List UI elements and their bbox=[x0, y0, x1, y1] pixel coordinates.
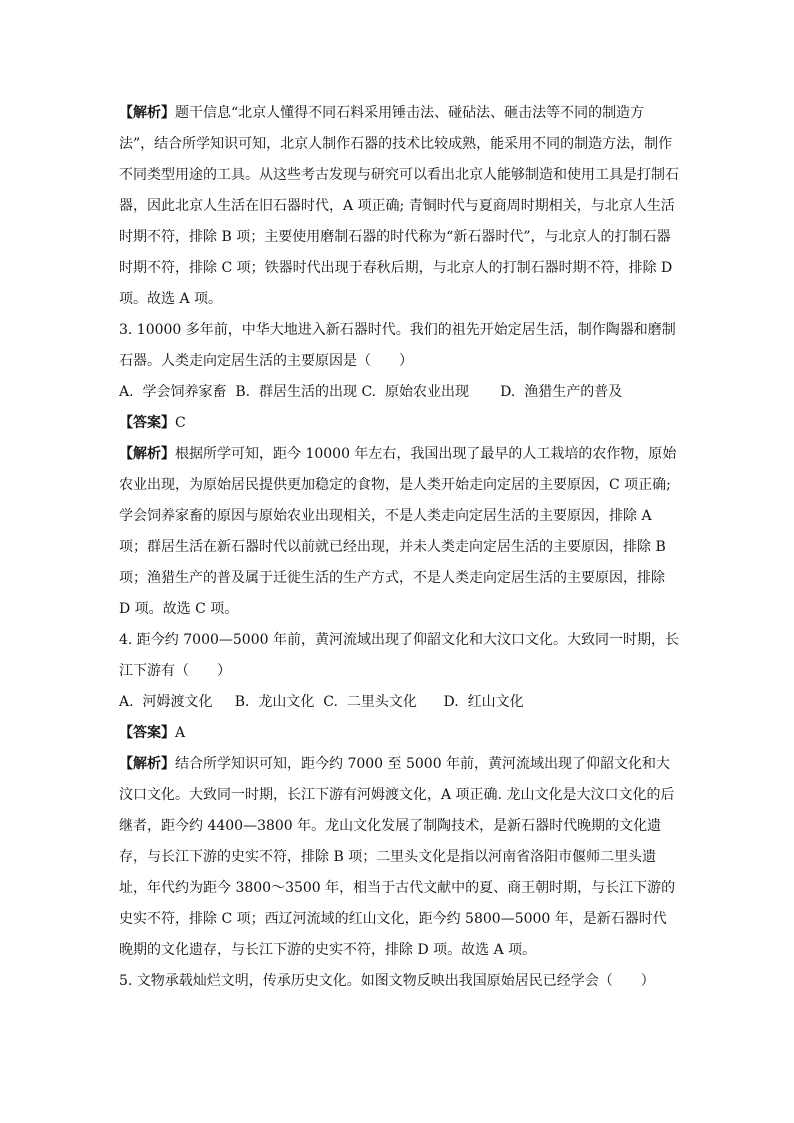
q3-analysis-text: 根据所学可知，距今 10000 年左右，我国出现了最早的人工栽培的农作物，原始农业出现，为原始居民提供更加稳定的食物，是人类开始走向定居的主要原因，C 项正确; 学会饲养家畜的原因与原始农业出现相关，不是人类走向定居生活的主要原因，排除 A 项；群居生活在新石器时代以前就已经出现，并未人类走向定居生活的主要原因，排除 B 项；渔猎生产的普及属于迁徙生活的生产方式，不是人类走向定居生活的主要原因，排除 D 项。故选 C 项。 bbox=[119, 446, 677, 617]
answer-tag: 【答案】 bbox=[119, 725, 175, 741]
q4-answer bbox=[119, 718, 679, 749]
q3-options: A. 学会饲养家畜 B. 群居生活的出现 C. 原始农业出现 D. 渔猎生产的普及 bbox=[119, 384, 623, 400]
q2-analysis bbox=[119, 98, 679, 315]
q4-stem: 4. 距今约 7000—5000 年前，黄河流域出现了仰韶文化和大汶口文化。大致同一时期，长江下游有（ ） bbox=[119, 632, 679, 679]
analysis-tag: 【解析】 bbox=[119, 756, 175, 772]
page-content bbox=[119, 98, 679, 997]
q3-answer bbox=[119, 408, 679, 439]
answer-tag: 【答案】 bbox=[119, 415, 175, 431]
q4-options: A. 河姆渡文化 B. 龙山文化 C. 二里头文化 D. 红山文化 bbox=[119, 694, 524, 710]
q3-analysis bbox=[119, 439, 679, 625]
q4-answer-value: A bbox=[175, 725, 186, 741]
analysis-tag: 【解析】 bbox=[119, 446, 175, 462]
q5-stem: 5. 文物承载灿烂文明，传承历史文化。如图文物反映出我国原始居民已经学会（ ） bbox=[119, 973, 655, 989]
q4-analysis-text: 结合所学知识可知，距今约 7000 至 5000 年前，黄河流域出现了仰韶文化和大汶口文化。大致同一时期，长江下游有河姆渡文化，A 项正确. 龙山文化是大汶口文化的后继者，距今约 4400—3800 年。龙山文化发展了制陶技术，是新石器时代晚期的文化遗存，与长江下游的史实不符，排除 B 项；二里头文化是指以河南省洛阳市偃师二里头遗址，年代约为距今 3800～3500 年，相当于古代文献中的夏、商王朝时期，与长江下游的史实不符，排除 C 项；西辽河流域的红山文化，距今约 5800—5000 年，是新石器时代晚期的文化遗存，与长江下游的史实不符，排除 D 项。故选 A 项。 bbox=[119, 756, 676, 958]
q3-stem: 3. 10000 多年前，中华大地进入新石器时代。我们的祖先开始定居生活，制作陶器和磨制石器。人类走向定居生活的主要原因是（ ） bbox=[119, 322, 676, 369]
q4-analysis bbox=[119, 749, 679, 966]
q3-answer-value: C bbox=[175, 415, 186, 431]
q2-analysis-text: 题干信息“北京人懂得不同石料采用锤击法、碰砧法、砸击法等不同的制造方法”，结合所学知识可知，北京人制作石器的技术比较成熟，能采用不同的制造方法，制作不同类型用途的工具。从这些考古发现与研究可以看出北京人能够制造和使用工具是打制石器，因此北京人生活在旧石器时代，A 项正确; 青铜时代与夏商周时期相关，与北京人生活时期不符，排除 B 项；主要使用磨制石器的时代称为“新石器时代”，与北京人的打制石器时期不符，排除 C 项；铁器时代出现于春秋后期，与北京人的打制石器时期不符，排除 D 项。故选 A 项。 bbox=[119, 105, 679, 307]
analysis-tag: 【解析】 bbox=[119, 105, 175, 121]
